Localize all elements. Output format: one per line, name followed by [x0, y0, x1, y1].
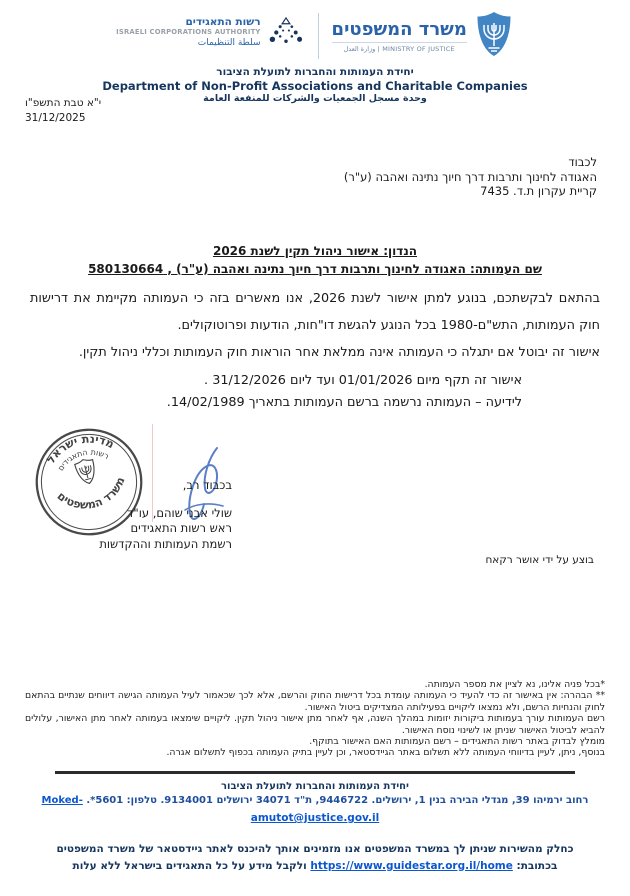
header-logos	[0, 10, 630, 62]
corporations-authority-text	[116, 16, 260, 49]
guidestar-suffix: ולקבל מידע על כל התאגידים בישראל ללא עלות	[72, 859, 311, 872]
validity-period: אישור זה תקף מיום 01/01/2026 ועד ליום 31/12/2026 .	[204, 373, 522, 388]
unit-title-ar: وحدة مسجل الجمعيات والشركات للمنفعة العامة	[203, 93, 427, 104]
letter-body	[30, 285, 600, 366]
ministry-title-he: משרד המשפטים	[331, 18, 467, 40]
validity-block	[30, 370, 600, 414]
guidestar-prefix: בכתובת:	[512, 859, 558, 872]
recipient-name: האגודה לחינוך ותרבות דרך חיוך נתינה ואהבה (ע"ר)	[343, 169, 597, 184]
email-link[interactable]: amutot@justice.gov.il	[250, 812, 380, 824]
guidestar-url-link[interactable]: https://www.guidestar.org.il/home	[310, 859, 513, 872]
date-block	[25, 96, 101, 126]
footer-email-line	[0, 812, 630, 824]
unit-title-he: יחידת העמותות והחברות לתועלת הציבור	[216, 66, 414, 78]
ministry-subtitle: MINISTRY OF JUSTICE | وزارة العدل	[332, 42, 467, 53]
footnote-3: רשם העמותות עורך בעמותות ביקורות יזומות במהלך השנה, אף לאחר מתן אישור ניהול תקין. ליקויים שימצאו בעמותה לאחר מתן האישור, עלולים להביא לביטול האישור שניתן או לשינוי נוסח האישור.	[25, 713, 605, 736]
footer-unit-title: יחידת העמותות והחברות לתועלת הציבור	[221, 781, 409, 792]
signer-name: שולי אבני שוהם, עו"ד	[127, 505, 232, 520]
signer-title-2: רשמת העמותות וההקדשות	[99, 536, 232, 551]
footer-separator-bar	[55, 771, 575, 774]
footnote-2: ** הבהרה: אין באישור זה כדי להעיד כי העמותה עומדת בכל דרישות החוק והרשם, אלא לכך שכאמור לעיל העמותה הגישה דיווחים שנתיים בהתאם לחוק והנחיות הרשם, ולא נמצאו ליקויים בפעילותה המצדיקים ביטול האישור.	[25, 690, 605, 713]
corporations-authority-dots-icon	[267, 16, 305, 53]
ministry-of-justice-logo	[332, 10, 514, 62]
guidestar-line-2	[40, 858, 590, 875]
footnote-4: מומלץ לבדוק באתר רשות התאגידים – רשם העמותות האם האישור בתוקף.	[309, 736, 605, 748]
recipient-address: קריית עקרון ת.ד. 7435	[480, 184, 597, 198]
registration-date: לידיעה – העמותה נרשמה ברשם העמותות בתאריך 14/02/1989.	[166, 395, 522, 410]
corp-title-en: ISRAELI CORPORATIONS AUTHORITY	[116, 28, 261, 36]
guidestar-block	[40, 841, 590, 874]
executed-by-line: בוצע על ידי אושר רקאח	[485, 554, 594, 566]
footer-address-text: רחוב ירמיהו 39, מגדלי הבירה בנין 1, ירושלים. 9446722, ת"ד 34071 ירושלים 9134001. טלפון: 5601*.	[82, 795, 589, 806]
body-paragraph-1: בהתאם לבקשתכם, בנוגע למתן אישור לשנת 2026, אנו מאשרים בזה כי העמותה מקיימת את דרישות חוק העמותות, התש"ם-1980 בכל הנוגע להגשת דו"חות, הודעות ופרוטוקולים.	[30, 291, 600, 333]
stamp-text-inner: רשות התאגידים	[56, 447, 111, 473]
unit-title-en: Department of Non-Profit Associations and Charitable Companies	[102, 79, 528, 93]
guidestar-line-1: כחלק מהשירות שניתן לך במשרד המשפטים אנו מזמינים אותך להיכנס לאתר גיידסטאר של משרד המשפטים	[56, 843, 574, 855]
signature-closing: בכבוד רב,	[182, 478, 232, 492]
stamp-text-top: מדינת ישראל	[44, 432, 117, 467]
recipient-block	[344, 155, 597, 199]
footnote-5: בנוסף, ניתן, לעיין בדיווחי העמותה ללא תשלום באתר הגיידסטאר, וכן לעיין בתיק העמותה בכפוף לתשלום אגרה.	[166, 747, 605, 759]
corporations-authority-logo	[116, 16, 304, 53]
footnote-1: *בכל פניה אלינו, נא לציין את מספר העמותה.	[424, 679, 605, 690]
footer-address-line	[0, 795, 630, 806]
gregorian-date: 31/12/2025	[25, 112, 86, 124]
stamp-text-bottom: משרד המשפטים	[54, 475, 128, 512]
subject-line2: שם העמותה: האגודה לחינוך ותרבות דרך חיוך נתינה ואהבה (ע"ר) , 580130664	[88, 261, 542, 276]
hebrew-date: י"א טבת התשפ"ו	[25, 97, 102, 109]
logo-divider	[318, 13, 319, 59]
subject-block	[0, 243, 630, 278]
body-paragraph-2: אישור זה יבוטל אם יתגלה כי העמותה אינה ממלאת אחר הוראות חוק העמותות וכללי ניהול תקין.	[78, 345, 600, 360]
signer-title-1: ראש רשות התאגידים	[130, 521, 232, 535]
corp-title-ar: سلطة التنظيمات	[197, 38, 261, 48]
moked-link[interactable]: Moked-	[41, 795, 83, 806]
subject-line1: הנדון: אישור ניהול תקין לשנת 2026	[212, 244, 418, 258]
recipient-salutation: לכבוד	[568, 155, 597, 169]
ministry-logo-text	[332, 20, 467, 53]
footnotes-block	[25, 679, 605, 759]
corp-title-he: רשות התאגידים	[185, 16, 261, 28]
israel-state-emblem-icon	[474, 10, 514, 62]
signature-block	[30, 478, 232, 552]
